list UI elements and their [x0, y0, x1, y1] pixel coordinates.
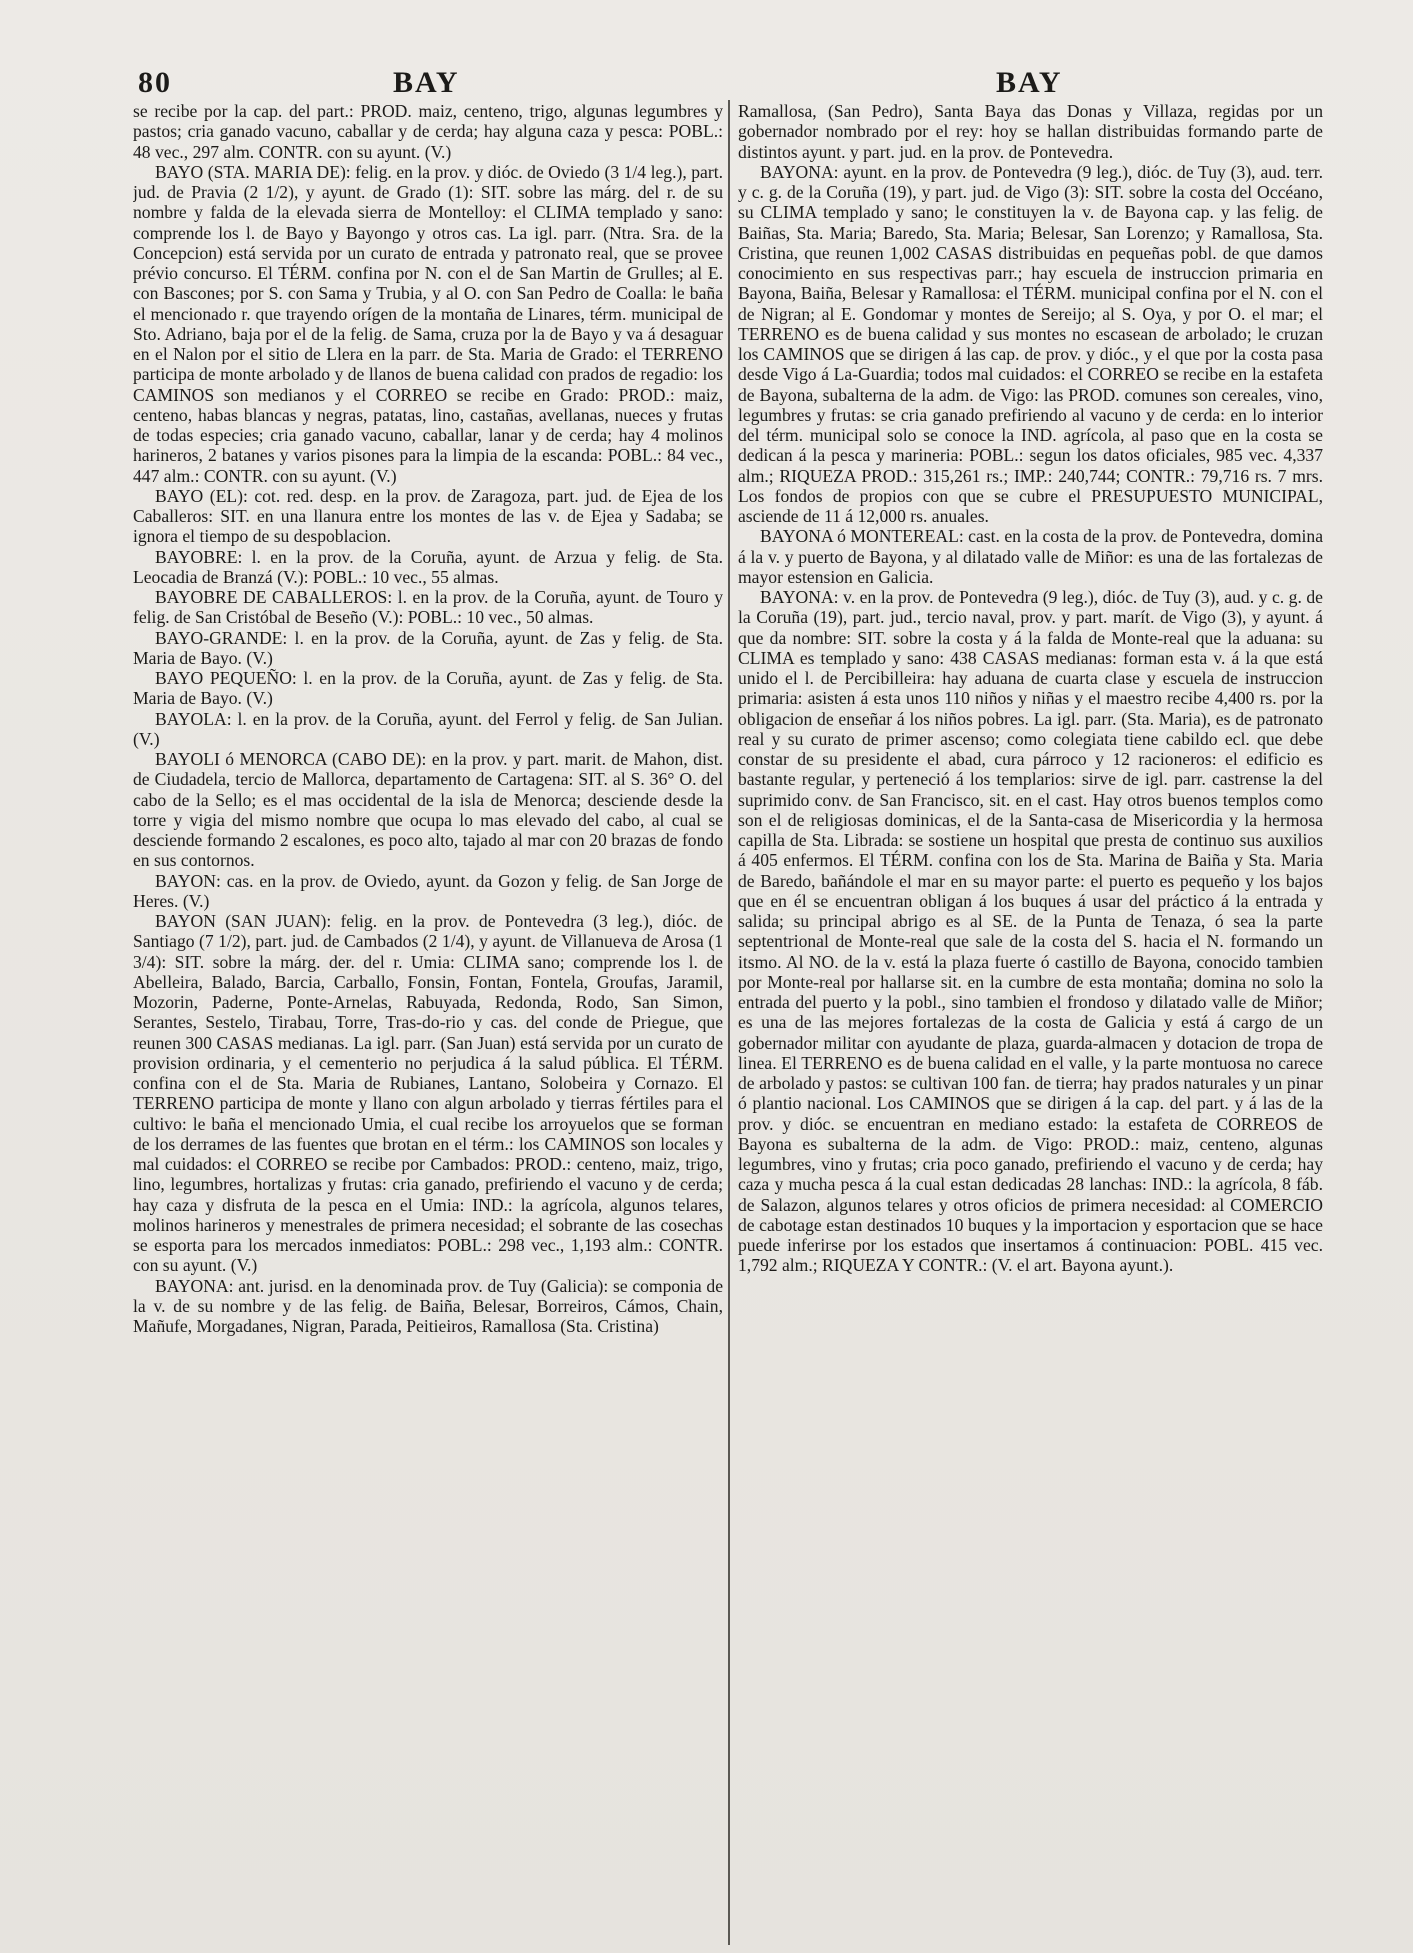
column-divider	[728, 100, 730, 1945]
entry-bayon: BAYON: cas. en la prov. de Oviedo, ayunt. da Gozon y felig. de San Jorge de Heres. (V.)	[133, 870, 723, 911]
entry-bayobre-de-caballeros: BAYOBRE DE CABALLEROS: l. en la prov. de la Coruña, ayunt. de Touro y felig. de San Cristóbal de Beseño (V.): POBL.: 10 vec., 50 almas.	[133, 587, 723, 628]
entry-bayon-san-juan: BAYON (SAN JUAN): felig. en la prov. de Pontevedra (3 leg.), dióc. de Santiago (7 1/2), part. jud. de Cambados (2 1/4), y ayunt. de Villanueva de Arosa (1 3/4): SIT. sobre la márg. der. del r. Umia: CLIMA sano; comprende los l. de Abelleira, Balado, Barcia, Carballo, Fonsin, Fontan, Fontela, Groufas, Jaramil, Mozorin, Paderne, Ponte-Arnelas, Rabuyada, Redonda, Rodo, San Simon, Serantes, Sestelo, Tirabau, Torre, Tras-do-rio y cas. del conde de Priegue, que reunen 300 CASAS medianas. La igl. parr. (San Juan) está servida por un curato de provision ordinaria, y el cementerio no perjudica á la salud pública. El TÉRM. confina con el de Sta. Maria de Rubianes, Lantano, Solobeira y Cornazo. El TERRENO participa de monte y llano con algun arbolado y tierras fértiles para el cultivo: le baña el mencionado Umia, el cual recibe los arroyuelos que se forman de los derrames de las fuentes que brotan en el térm.: los CAMINOS son locales y mal cuidados: el CORREO se recibe por Cambados: PROD.: centeno, maiz, trigo, lino, legumbres, hortalizas y frutas: cria ganado, prefiriendo el vacuno y de cerda; hay caza y disfruta de la pesca en el Umia: IND.: la agrícola, algunos telares, molinos harineros y menestrales de primera necesidad; el sobrante de las cosechas se esporta para los mercados inmediatos: POBL.: 298 vec., 1,193 alm.: CONTR. con su ayunt. (V.)	[133, 911, 723, 1276]
entry-bayona-montereal: BAYONA ó MONTEREAL: cast. en la costa de la prov. de Pontevedra, domina á la v. y puerto de Bayona, y al dilatado valle de Miñor: es una de las fortalezas de mayor estension en Galicia.	[738, 526, 1323, 587]
entry-bayo-grande: BAYO-GRANDE: l. en la prov. de la Coruña, ayunt. de Zas y felig. de Sta. Maria de Bayo. (V.)	[133, 627, 723, 668]
entry-bayola: BAYOLA: l. en la prov. de la Coruña, ayunt. del Ferrol y felig. de San Julian. (V.)	[133, 708, 723, 749]
entry-bayo-pequeno: BAYO PEQUEÑO: l. en la prov. de la Coruña, ayunt. de Zas y felig. de Sta. Maria de Bayo. (V.)	[133, 668, 723, 709]
left-running-head: BAY	[393, 66, 460, 99]
left-column	[133, 101, 723, 1941]
page-header	[0, 66, 1413, 106]
page-number: 80	[138, 66, 172, 99]
entry-continuation: se recibe por la cap. del part.: PROD. maiz, centeno, trigo, algunas legumbres y pastos; cria ganado vacuno, caballar y de cerda; hay alguna caza y pesca: POBL.: 48 vec., 297 alm. CONTR. con su ayunt. (V.)	[133, 101, 723, 162]
entry-bayo-el: BAYO (EL): cot. red. desp. en la prov. de Zaragoza, part. jud. de Ejea de los Caballeros: SIT. en una llanura entre los montes de las v. de Ejea y Sadaba; se ignora el tiempo de su despoblacion.	[133, 485, 723, 547]
entry-bayona-jurisd: BAYONA: ant. jurisd. en la denominada prov. de Tuy (Galicia): se componia de la v. de su nombre y de las felig. de Baiña, Belesar, Borreiros, Cámos, Chain, Mañufe, Morgadanes, Nigran, Parada, Peitieiros, Ramallosa (Sta. Cristina)	[133, 1275, 723, 1336]
right-column	[738, 101, 1323, 1941]
entry-bayoli: BAYOLI ó MENORCA (CABO DE): en la prov. y part. marit. de Mahon, dist. de Ciudadela, tercio de Mallorca, departamento de Cartagena: SIT. al S. 36° O. del cabo de la Sello; es el mas occidental de la isla de Menorca; desciende desde la torre y vigia del mismo nombre que ocupa lo mas elevado del cabo, al cual se desciende formando 2 escalones, es poco alto, tajado al mar con 20 brazas de fondo en sus contornos.	[133, 749, 723, 871]
entry-bayobre: BAYOBRE: l. en la prov. de la Coruña, ayunt. de Arzua y felig. de Sta. Leocadia de Branzá (V.): POBL.: 10 vec., 55 almas.	[133, 546, 723, 587]
entry-bayona-ayunt: BAYONA: ayunt. en la prov. de Pontevedra (9 leg.), dióc. de Tuy (3), aud. terr. y c. g. de la Coruña (19), y part. jud. de Vigo (3): SIT. sobre la costa del Occéano, su CLIMA templado y sano; le constituyen la v. de Bayona cap. y las felig. de Baiñas, Sta. Maria; Baredo, Sta. Maria; Belesar, San Lorenzo; y Ramallosa, Sta. Cristina, que reunen 1,002 CASAS distribuidas en pequeñas pobl. de que damos conocimiento en sus respectivas parr.; hay escuela de instruccion primaria en Bayona, Baiña, Belesar y Ramallosa: el TÉRM. municipal confina por el N. con el de Nigran; al E. Gondomar y montes de Sereijo; al S. Oya, y por O. el mar; el TERRENO es de buena calidad y sus montes no escasean de arbolado; le cruzan los CAMINOS que se dirigen á las cap. de prov. y dióc., y el que por la costa pasa desde Vigo á La-Guardia; todos mal cuidados: el CORREO se recibe en la estafeta de Bayona, subalterna de la adm. de Vigo: las PROD. comunes son cereales, vino, legumbres y frutas: se cria ganado prefiriendo al vacuno y de cerda: en lo interior del térm. municipal solo se conoce la IND. agrícola, al paso que en la costa se dedican á la pesca y marineria: POBL.: segun los datos oficiales, 985 vec. 4,337 alm.; RIQUEZA PROD.: 315,261 rs.; IMP.: 240,744; CONTR.: 79,716 rs. 7 mrs. Los fondos de propios con que se cubre el PRESUPUESTO MUNICIPAL, asciende de 11 á 12,000 rs. anuales.	[738, 161, 1323, 526]
entry-bayo-sta-maria: BAYO (STA. MARIA DE): felig. en la prov. y dióc. de Oviedo (3 1/4 leg.), part. jud. de Pravia (2 1/2), y ayunt. de Grado (1): SIT. sobre las márg. del r. de su nombre y falda de la elevada sierra de Montelloy: el CLIMA templado y sano: comprende los l. de Bayo y Bayongo y otros cas. La igl. parr. (Ntra. Sra. de la Concepcion) está servida por un curato de entrada y patronato real, que se provee prévio concurso. El TÉRM. confina por N. con el de San Martin de Grulles; al E. con Bascones; por S. con Sama y Trubia, y al O. con San Pedro de Coalla: le baña el mencionado r. que trayendo orígen de la montaña de Linares, térm. municipal de Sto. Adriano, baja por el de la felig. de Sama, cruza por la de Bayo y va á desaguar en el Nalon por el sitio de Llera en la parr. de Sta. Maria de Grado: el TERRENO participa de monte arbolado y de llanos de buena calidad con prados de regadio: los CAMINOS son medianos y el CORREO se recibe en Grado: PROD.: maiz, centeno, habas blancas y negras, patatas, lino, castañas, avellanas, nueces y frutas de todas especies; cria ganado vacuno, caballar, lanar y de cerda; hay 4 molinos harineros, 2 batanes y varios pisones para la limpia de la escanda: POBL.: 84 vec., 447 alm.: CONTR. con su ayunt. (V.)	[133, 161, 723, 486]
entry-continuation: Ramallosa, (San Pedro), Santa Baya das Donas y Villaza, regidas por un gobernador nombrado por el rey: hoy se hallan distribuidas formando parte de distintos ayunt. y part. jud. en la prov. de Pontevedra.	[738, 101, 1323, 162]
entry-bayona-villa: BAYONA: v. en la prov. de Pontevedra (9 leg.), dióc. de Tuy (3), aud. y c. g. de la Coruña (19), part. jud., tercio naval, prov. y part. marít. de Vigo (3), y ayunt. á que da nombre: SIT. sobre la costa y á la falda de Monte-real que la aduana: su CLIMA es templado y sano: 438 CASAS medianas: forman esta v. á la que está unido el l. de Percibilleira: hay aduana de cuarta clase y escuela de instruccion primaria: asisten á esta unos 110 niños y niñas y el maestro recibe 4,400 rs. por la obligacion de enseñar á los niños pobres. La igl. parr. (Sta. Maria), es de patronato real y su curato de primer ascenso; como colegiata tiene cabildo ecl. que debe constar de su presidente el abad, cura párroco y 12 racioneros: el edificio es bastante regular, y perteneció á los templarios: sirve de igl. parr. castrense la del suprimido conv. de San Francisco, sit. en el cast. Hay otros buenos templos como son el de religiosas dominicas, el de la Santa-casa de Misericordia y la hermosa capilla de Sta. Librada: se sostiene un hospital que presta de continuo sus auxilios á 405 enfermos. El TÉRM. confina con los de Sta. Marina de Baiña y Sta. Maria de Baredo, bañándole el mar en su mayor parte: el puerto es pequeño y los bajos que en él se encuentran obligan á los buques á usar del práctico á la entrada y salida; su principal abrigo es al SE. de la Punta de Tenaza, ó sea la parte septentrional de Monte-real que sale de la costa del S. hacia el N. formando un itsmo. Al NO. de la v. está la plaza fuerte ó castillo de Bayona, conocido tambien por Monte-real por hallarse sit. en la cumbre de esta montaña; domina no solo la entrada del puerto y la pobl., sino tambien el frondoso y dilatado valle de Miñor; es una de las mejores fortalezas de la costa de Galicia y está á cargo de un gobernador militar con ayudante de plaza, guarda-almacen y dotacion de tropa de linea. El TERRENO es de buena calidad en el valle, y la parte montuosa no carece de arbolado y pastos: se cultivan 100 fan. de tierra; hay prados naturales y un pinar ó plantio nacional. Los CAMINOS que se dirigen á la cap. del part. y á las de la prov. y dióc. se encuentran en mediano estado: la estafeta de CORREOS de Bayona es subalterna de la adm. de Vigo: PROD.: maiz, centeno, algunas legumbres, vino y frutas; cria poco ganado, prefiriendo el vacuno y de cerda; hay caza y mucha pesca á la cual estan dedicadas 28 lanchas: IND.: la agrícola, 8 fáb. de Salazon, algunos telares y otros oficios de primera necesidad: al COMERCIO de cabotage estan destinados 10 buques y la importacion y esportacion que se hace puede inferirse por los estados que insertamos á continuacion: POBL. 415 vec. 1,792 alm.; RIQUEZA Y CONTR.: (V. el art. Bayona ayunt.).	[738, 587, 1323, 1276]
right-running-head: BAY	[996, 66, 1063, 99]
